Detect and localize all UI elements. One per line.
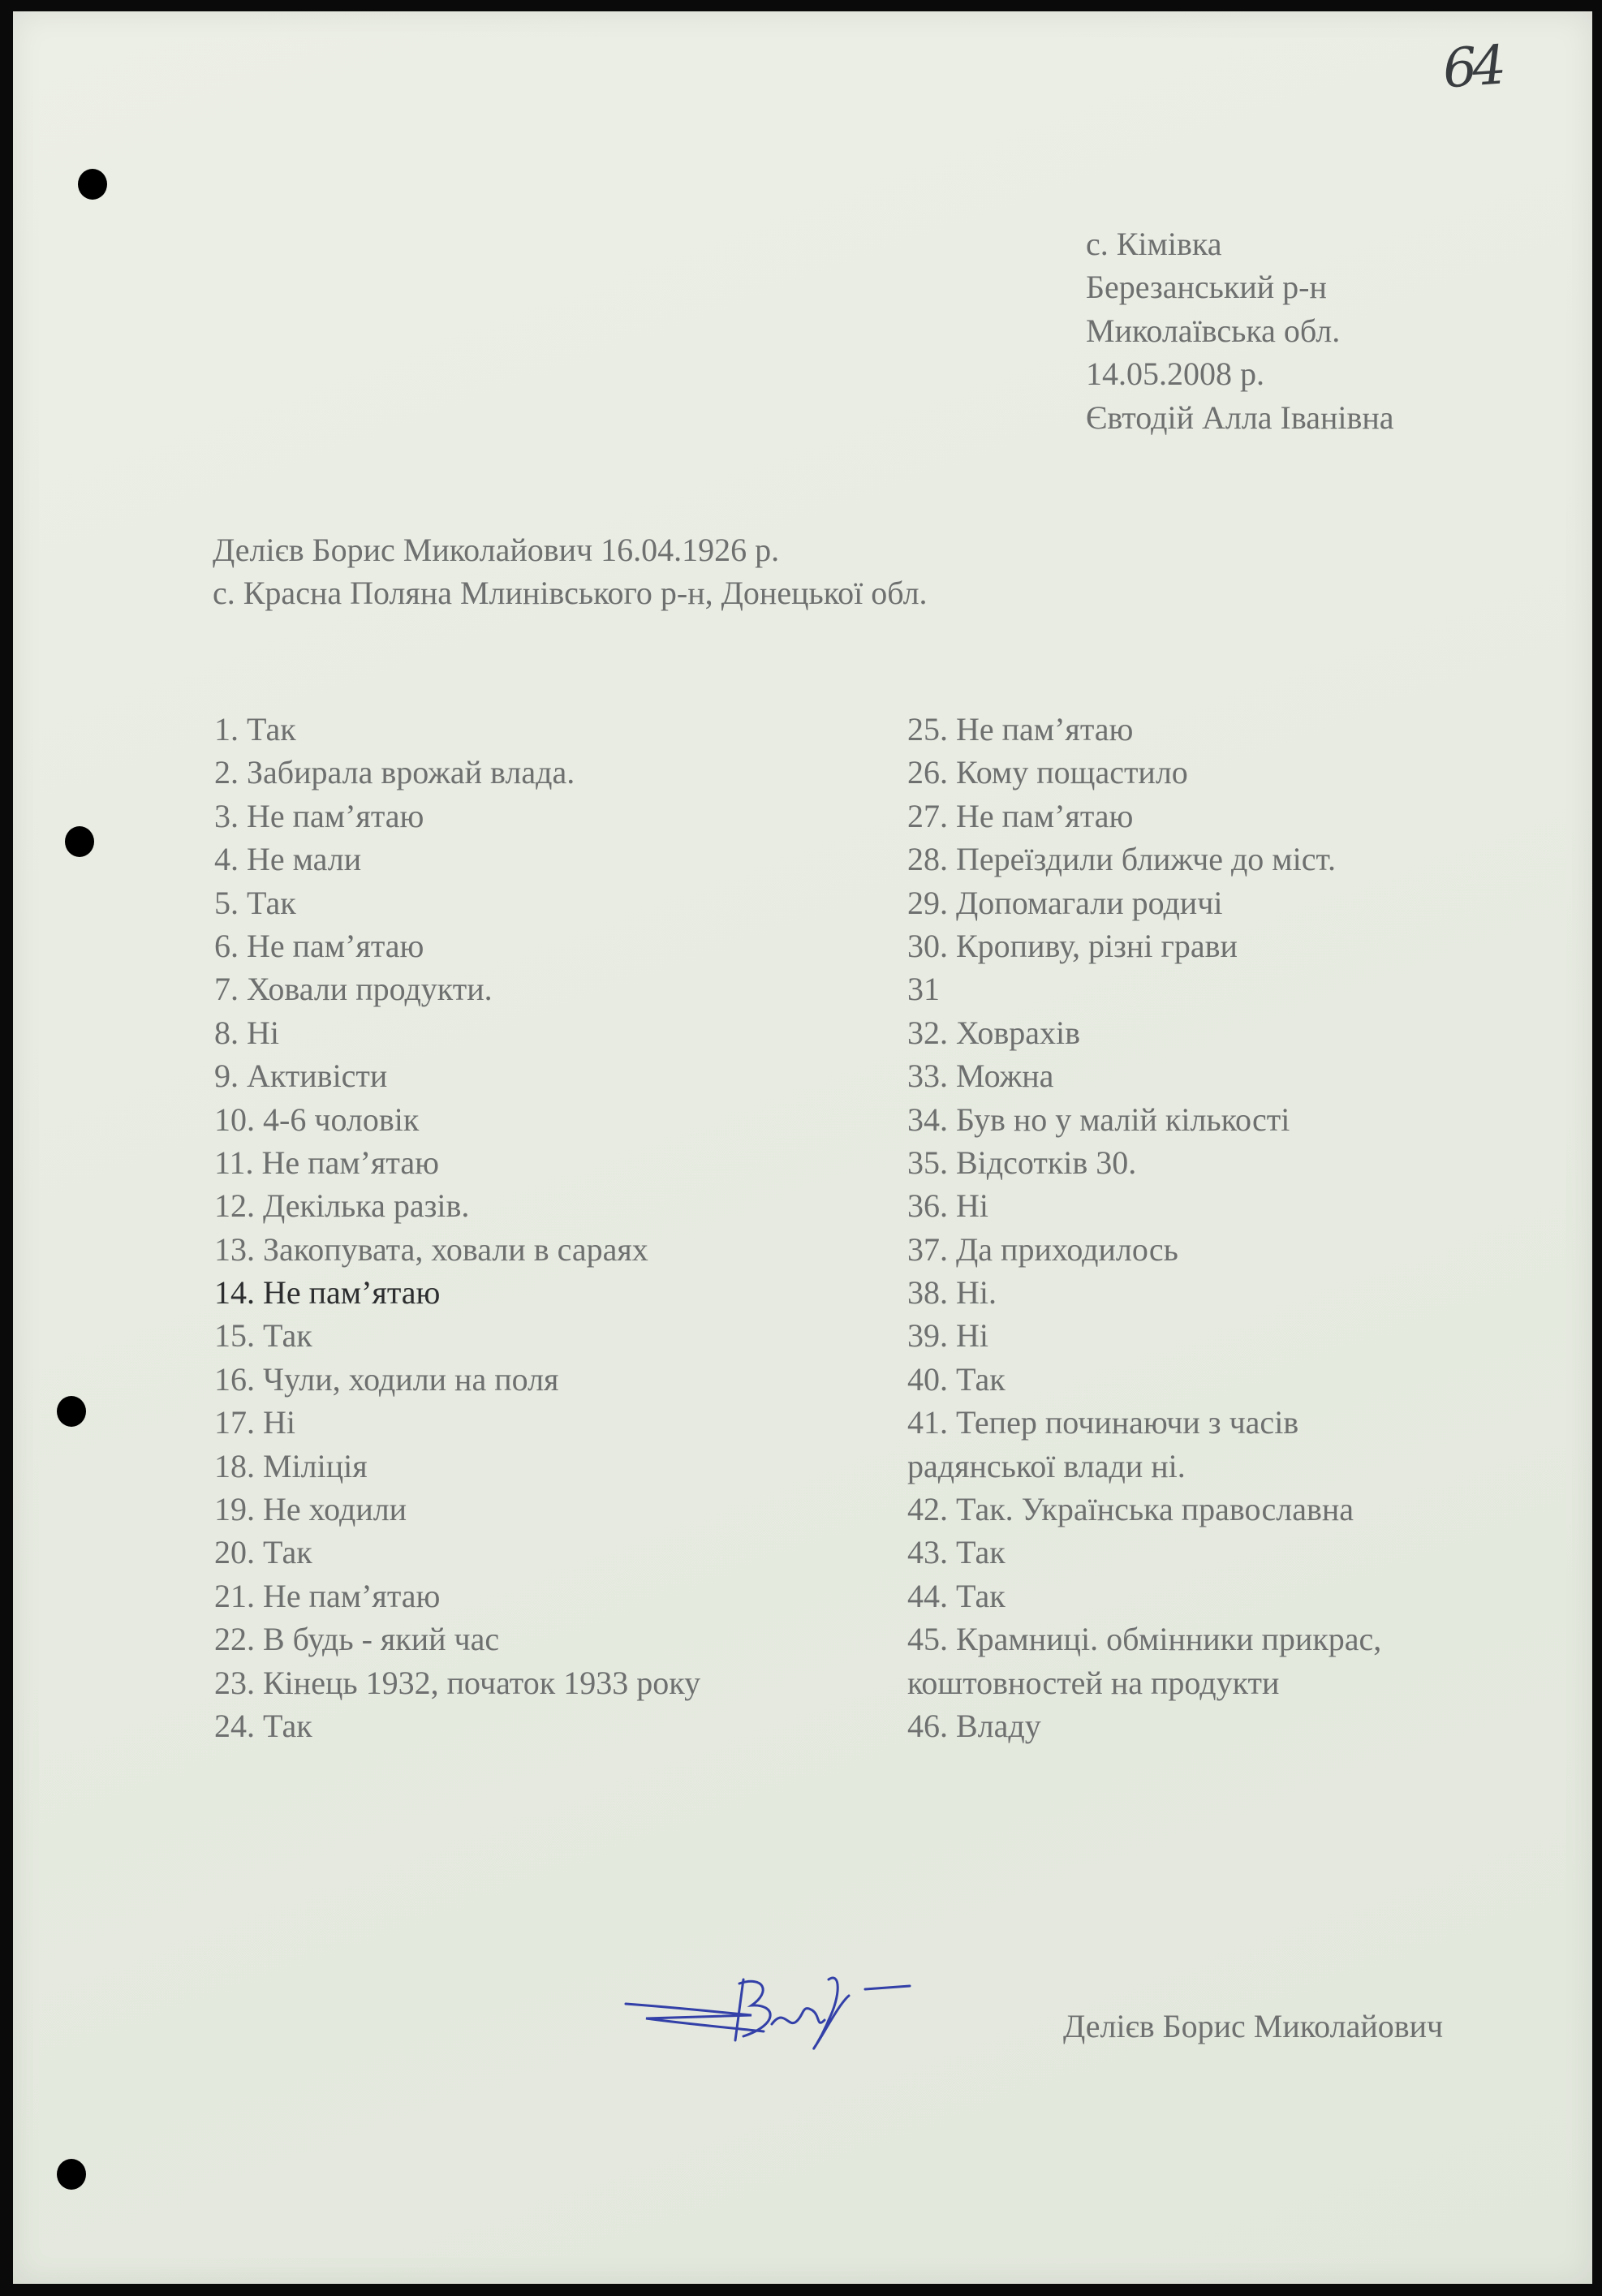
document-page xyxy=(13,11,1592,2284)
answer-line: 8. Ні xyxy=(214,1014,279,1051)
punch-hole xyxy=(78,169,107,200)
district: Березанський р-н xyxy=(1086,269,1327,306)
answer-line: 31 xyxy=(907,971,940,1008)
answer-line: 11. Не пам’ятаю xyxy=(214,1144,439,1181)
respondent-name-dob: Делієв Борис Миколайович 16.04.1926 р. xyxy=(213,532,780,568)
answer-line: 6. Не пам’ятаю xyxy=(214,927,424,964)
answer-line: 23. Кінець 1932, початок 1933 року xyxy=(214,1664,701,1701)
answer-line: 7. Ховали продукти. xyxy=(214,971,493,1008)
answer-line: 44. Так xyxy=(907,1577,1006,1614)
region: Миколаївська обл. xyxy=(1086,312,1341,349)
interviewer-name: Євтодій Алла Іванівна xyxy=(1086,398,1394,436)
punch-hole xyxy=(57,1396,86,1427)
answer-line: 16. Чули, ходили на поля xyxy=(214,1360,559,1398)
answers-right-column xyxy=(907,708,1381,1747)
answer-line: 24. Так xyxy=(214,1707,312,1744)
answer-line: 3. Не пам’ятаю xyxy=(214,797,424,834)
answer-line: 34. Був но у малій кількості xyxy=(907,1101,1290,1138)
answer-line: 22. В будь - який час xyxy=(214,1621,500,1658)
answer-line: 37. Да приходилось xyxy=(907,1230,1178,1268)
answer-line: 1. Так xyxy=(214,711,296,747)
answer-line: 2. Забирала врожай влада. xyxy=(214,754,575,791)
respondent-birthplace: с. Красна Поляна Млинівського р-н, Донецької обл. xyxy=(213,575,928,612)
handwritten-signature xyxy=(622,1947,930,2069)
respondent-block xyxy=(213,528,928,615)
answer-line: 10. 4-6 чоловік xyxy=(214,1101,420,1138)
answer-line: 4. Не мали xyxy=(214,841,362,878)
signer-name: Делієв Борис Миколайович xyxy=(1063,2008,1444,2044)
answer-line: 41. Тепер починаючи з часів xyxy=(907,1404,1299,1441)
answer-line: радянської влади ні. xyxy=(907,1447,1186,1484)
village: с. Кімівка xyxy=(1086,226,1222,262)
interview-date: 14.05.2008 р. xyxy=(1086,355,1264,393)
answer-line: 26. Кому пощастило xyxy=(907,754,1188,791)
answer-line: 38. Ні. xyxy=(907,1274,997,1312)
answer-line: 45. Крамниці. обмінники прикрас, xyxy=(907,1621,1382,1658)
answer-line: 36. Ні xyxy=(907,1187,988,1225)
answer-line: 21. Не пам’ятаю xyxy=(214,1577,441,1614)
answer-line: 32. Ховрахів xyxy=(907,1014,1081,1051)
answer-line: 29. Допомагали родичі xyxy=(907,884,1223,921)
answer-line: 5. Так xyxy=(214,884,296,921)
answer-line: 15. Так xyxy=(214,1317,312,1355)
answer-line: 30. Кропиву, різні грави xyxy=(907,927,1238,964)
answer-line: 46. Владу xyxy=(907,1707,1041,1744)
answer-line: 27. Не пам’ятаю xyxy=(907,797,1134,834)
answer-line: 35. Відсотків 30. xyxy=(907,1144,1137,1181)
answer-line: 18. Міліція xyxy=(214,1447,368,1484)
interview-place-block xyxy=(1086,222,1394,439)
answer-line: 14. Не пам’ятаю xyxy=(214,1274,441,1312)
answers-left-column xyxy=(214,708,700,1747)
answer-line: 9. Активісти xyxy=(214,1058,388,1095)
answer-line: коштовностей на продукти xyxy=(907,1664,1280,1701)
answer-line: 17. Ні xyxy=(214,1404,295,1441)
handwritten-page-number: 64 xyxy=(1441,33,1504,101)
answer-line: 39. Ні xyxy=(907,1317,988,1355)
answer-line: 33. Можна xyxy=(907,1058,1054,1095)
answer-line: 25. Не пам’ятаю xyxy=(907,711,1134,747)
answer-line: 43. Так xyxy=(907,1534,1006,1571)
answer-line: 28. Переїздили ближче до міст. xyxy=(907,841,1336,878)
answer-line: 40. Так xyxy=(907,1360,1006,1398)
punch-hole xyxy=(57,2159,86,2190)
answer-line: 13. Закопувата, ховали в сараях xyxy=(214,1230,648,1268)
answer-line: 20. Так xyxy=(214,1534,312,1571)
answer-line: 19. Не ходили xyxy=(214,1491,407,1528)
answer-line: 42. Так. Українська православна xyxy=(907,1491,1354,1528)
punch-hole xyxy=(65,826,94,857)
answer-line: 12. Декілька разів. xyxy=(214,1187,470,1225)
